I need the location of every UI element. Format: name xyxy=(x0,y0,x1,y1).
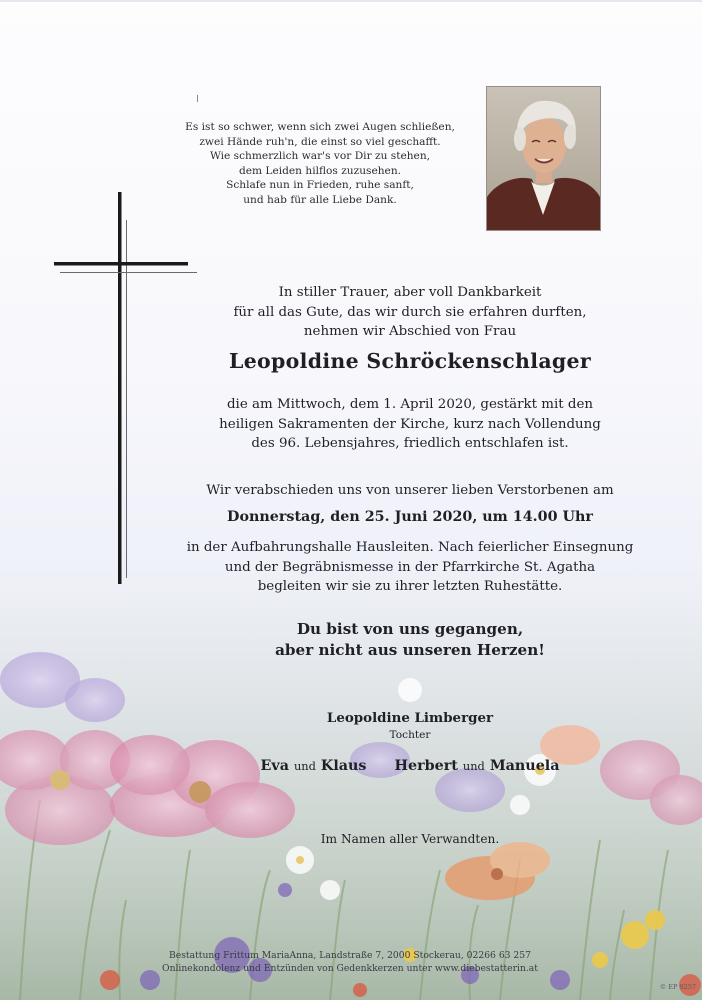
portrait-photo xyxy=(486,86,601,231)
couple xyxy=(261,758,367,774)
relatives-note: Im Namen aller Verwandten. xyxy=(320,832,500,846)
poem-line: Es ist so schwer, wenn sich zwei Augen schließen, xyxy=(185,121,455,133)
funeral-date: Donnerstag, den 25. Juni 2020, um 14.00 Uhr xyxy=(227,509,593,525)
couple-first-name: Herbert xyxy=(394,758,458,774)
footer-website: Onlinekondolenz und Entzünden von Gedenkkerzen unter www.diebestatterin.at xyxy=(162,962,538,974)
couple-und: und xyxy=(462,759,485,773)
poem-line: Schlafe nun in Frieden, ruhe sanft, xyxy=(226,179,414,192)
mourner-relation: Tochter xyxy=(389,729,431,741)
motto-line: Du bist von uns gegangen, xyxy=(296,620,524,638)
stray-mark xyxy=(197,95,198,102)
couple xyxy=(395,758,560,774)
place-line: in der Aufbahrungshalle Hausleiten. Nach feierlicher Einsegnung xyxy=(186,540,634,555)
poem-line: zwei Hände ruh'n, die einst so viel geschafft. xyxy=(199,135,441,148)
death-line: heiligen Sakramenten der Kirche, kurz nach Vollendung xyxy=(219,416,601,432)
template-code: © EP 9257 xyxy=(659,983,696,991)
place-line: begleiten wir sie zu ihrer letzten Ruhestätte. xyxy=(257,579,563,595)
intro-line: für all das Gute, das wir durch sie erfahren durften, xyxy=(233,304,587,320)
footer-address: Bestattung Frittum MariaAnna, Landstraße 7, 2000 Stockerau, 02266 63 257 xyxy=(169,950,531,961)
poem-line: und hab für alle Liebe Dank. xyxy=(243,193,397,206)
memorial-motto xyxy=(180,619,640,661)
funeral-place xyxy=(180,538,640,597)
deceased-name: Leopoldine Schröckenschlager xyxy=(228,349,591,373)
couple-second-name: Manuela xyxy=(489,758,560,774)
place-line: und der Begräbnismesse in der Pfarrkirche St. Agatha xyxy=(224,559,596,575)
death-line: des 96. Lebensjahres, friedlich entschlafen ist. xyxy=(251,436,569,452)
top-border xyxy=(0,0,702,2)
poem xyxy=(180,120,460,208)
death-notice xyxy=(180,395,640,454)
family-names xyxy=(180,758,640,774)
couple-second-name: Klaus xyxy=(320,758,367,774)
intro-line: nehmen wir Abschied von Frau xyxy=(303,324,517,340)
intro-text xyxy=(180,283,640,342)
motto-line: aber nicht aus unseren Herzen! xyxy=(275,641,545,659)
couple-und: und xyxy=(293,759,316,773)
farewell-intro: Wir verabschieden uns von unserer lieben Verstorbenen am xyxy=(206,483,614,498)
poem-line: dem Leiden hilflos zuzusehen. xyxy=(238,164,402,177)
intro-line: In stiller Trauer, aber voll Dankbarkeit xyxy=(278,285,542,300)
funeral-home-footer xyxy=(150,950,550,975)
couple-first-name: Eva xyxy=(260,758,289,774)
death-line: die am Mittwoch, dem 1. April 2020, gestärkt mit den xyxy=(226,397,594,412)
poem-line: Wie schmerzlich war's vor Dir zu stehen, xyxy=(209,150,431,163)
cross-icon xyxy=(52,192,197,584)
mourner-name: Leopoldine Limberger xyxy=(326,710,494,726)
